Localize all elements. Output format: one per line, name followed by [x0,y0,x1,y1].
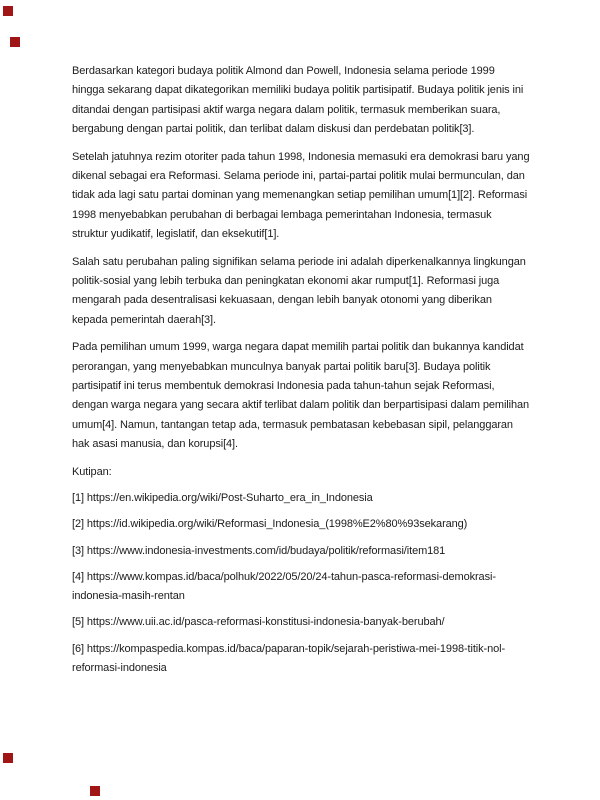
red-annotation-square [3,753,13,763]
red-annotation-square [3,6,13,16]
citation-2: [2] https://id.wikipedia.org/wiki/Reformasi_Indonesia_(1998%E2%80%93sekarang) [72,518,468,531]
citations-heading: Kutipan: [72,465,112,478]
paragraph-1999-elections: Pada pemilihan umum 1999, warga negara dapat memilih partai politik dan bukannya kandidat perorangan, yang menyebabkan munculnya banyak partai politik baru[3]. Budaya politik partisipatif ini terus membentuk demokrasi Indonesia pada tahun-tahun sejak Reformasi, dengan warga negara yang secara aktif terlibat dalam politik dan berpartisipasi dalam pemilihan umum[4]. Namun, tantangan tetap ada, termasuk pembatasan kebebasan sipil, pelanggaran hak asasi manusia, dan korupsi[4]. [72,341,530,450]
paragraph-political-culture: Berdasarkan kategori budaya politik Almond dan Powell, Indonesia selama periode 1999 hingga sekarang dapat dikategorikan memiliki budaya politik partisipatif. Budaya politik jenis ini ditandai dengan partisipasi aktif warga negara dalam politik, termasuk memberikan suara, bergabung dengan partai politik, dan terlibat dalam diskusi dan perdebatan politik[3]. [72,65,524,135]
citation-6: [6] https://kompaspedia.kompas.id/baca/paparan-topik/sejarah-peristiwa-mei-1998-titik-nol-reformasi-indonesia [72,642,506,675]
red-annotation-square [10,37,20,47]
citation-1: [1] https://en.wikipedia.org/wiki/Post-Suharto_era_in_Indonesia [72,491,373,504]
paragraph-reformasi-era: Setelah jatuhnya rezim otoriter pada tahun 1998, Indonesia memasuki era demokrasi baru yang dikenal sebagai era Reformasi. Selama periode ini, partai-partai politik mulai bermunculan, dan tidak ada lagi satu partai dominan yang memenangkan setiap pemilihan umum[1][2]. Reformasi 1998 menyebabkan perubahan di berbagai lembaga pemerintahan Indonesia, termasuk struktur yudikatif, legislatif, dan eksekutif[1]. [72,150,530,240]
citation-3: [3] https://www.indonesia-investments.com/id/budaya/politik/reformasi/item181 [72,544,446,557]
citation-5: [5] https://www.uii.ac.id/pasca-reformasi-konstitusi-indonesia-banyak-berubah/ [72,616,445,629]
red-annotation-square [90,786,100,796]
document-body [72,62,530,685]
paragraph-significant-changes: Salah satu perubahan paling signifikan selama periode ini adalah diperkenalkannya lingkungan politik-sosial yang lebih terbuka dan peningkatan ekonomi akar rumput[1]. Reformasi juga mengarah pada desentralisasi kekuasaan, dengan lebih banyak otonomi yang diberikan kepada pemerintah daerah[3]. [72,255,526,326]
citation-4: [4] https://www.kompas.id/baca/polhuk/2022/05/20/24-tahun-pasca-reformasi-demokrasi-indonesia-masih-rentan [72,570,496,603]
